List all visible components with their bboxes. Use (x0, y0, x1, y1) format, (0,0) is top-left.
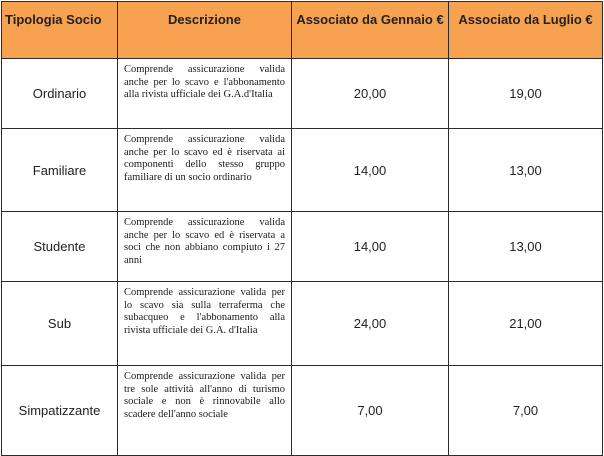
table-row (2, 129, 603, 212)
july-fee-cell: 7,00 (449, 366, 603, 456)
description-cell: Comprende assicurazione valida anche per lo scavo e l'abbonamento alla rivista ufficiale dei G.A.d'Italia (118, 59, 292, 129)
header-july-fee: Associato da Luglio € (449, 2, 603, 59)
january-fee-cell: 24,00 (292, 282, 449, 366)
header-description: Descrizione (118, 2, 292, 59)
description-cell: Comprende assicurazione valida per tre sole attività all'anno di turismo sociale e non è rinnovabile allo scadere dell'anno sociale (118, 366, 292, 456)
table-header (2, 2, 603, 59)
description-cell: Comprende assicurazione valida anche per lo scavo ed è riservata ai componenti dello stesso gruppo familiare di un socio ordinario (118, 129, 292, 212)
member-type-cell: Ordinario (2, 59, 118, 129)
member-type-cell: Simpatizzante (2, 366, 118, 456)
member-type-cell: Studente (2, 212, 118, 282)
january-fee-cell: 7,00 (292, 366, 449, 456)
member-type-cell: Familiare (2, 129, 118, 212)
january-fee-cell: 14,00 (292, 129, 449, 212)
january-fee-cell: 20,00 (292, 59, 449, 129)
january-fee-cell: 14,00 (292, 212, 449, 282)
july-fee-cell: 13,00 (449, 129, 603, 212)
july-fee-cell: 13,00 (449, 212, 603, 282)
header-member-type: Tipologia Socio (2, 2, 118, 59)
table-row (2, 212, 603, 282)
table-row (2, 366, 603, 456)
header-row (2, 2, 603, 59)
july-fee-cell: 21,00 (449, 282, 603, 366)
member-type-cell: Sub (2, 282, 118, 366)
july-fee-cell: 19,00 (449, 59, 603, 129)
description-cell: Comprende assicurazione valida anche per lo scavo ed è riservata a soci che non abbiano compiuto i 27 anni (118, 212, 292, 282)
description-cell: Comprende assicurazione valida per lo scavo sia sulla terraferma che subacqueo e l'abbonamento alla rivista ufficiale dei G.A. d'Italia (118, 282, 292, 366)
header-january-fee: Associato da Gennaio € (292, 2, 449, 59)
table-row (2, 282, 603, 366)
table-body (2, 59, 603, 456)
table-row (2, 59, 603, 129)
membership-fees-table (1, 1, 603, 456)
